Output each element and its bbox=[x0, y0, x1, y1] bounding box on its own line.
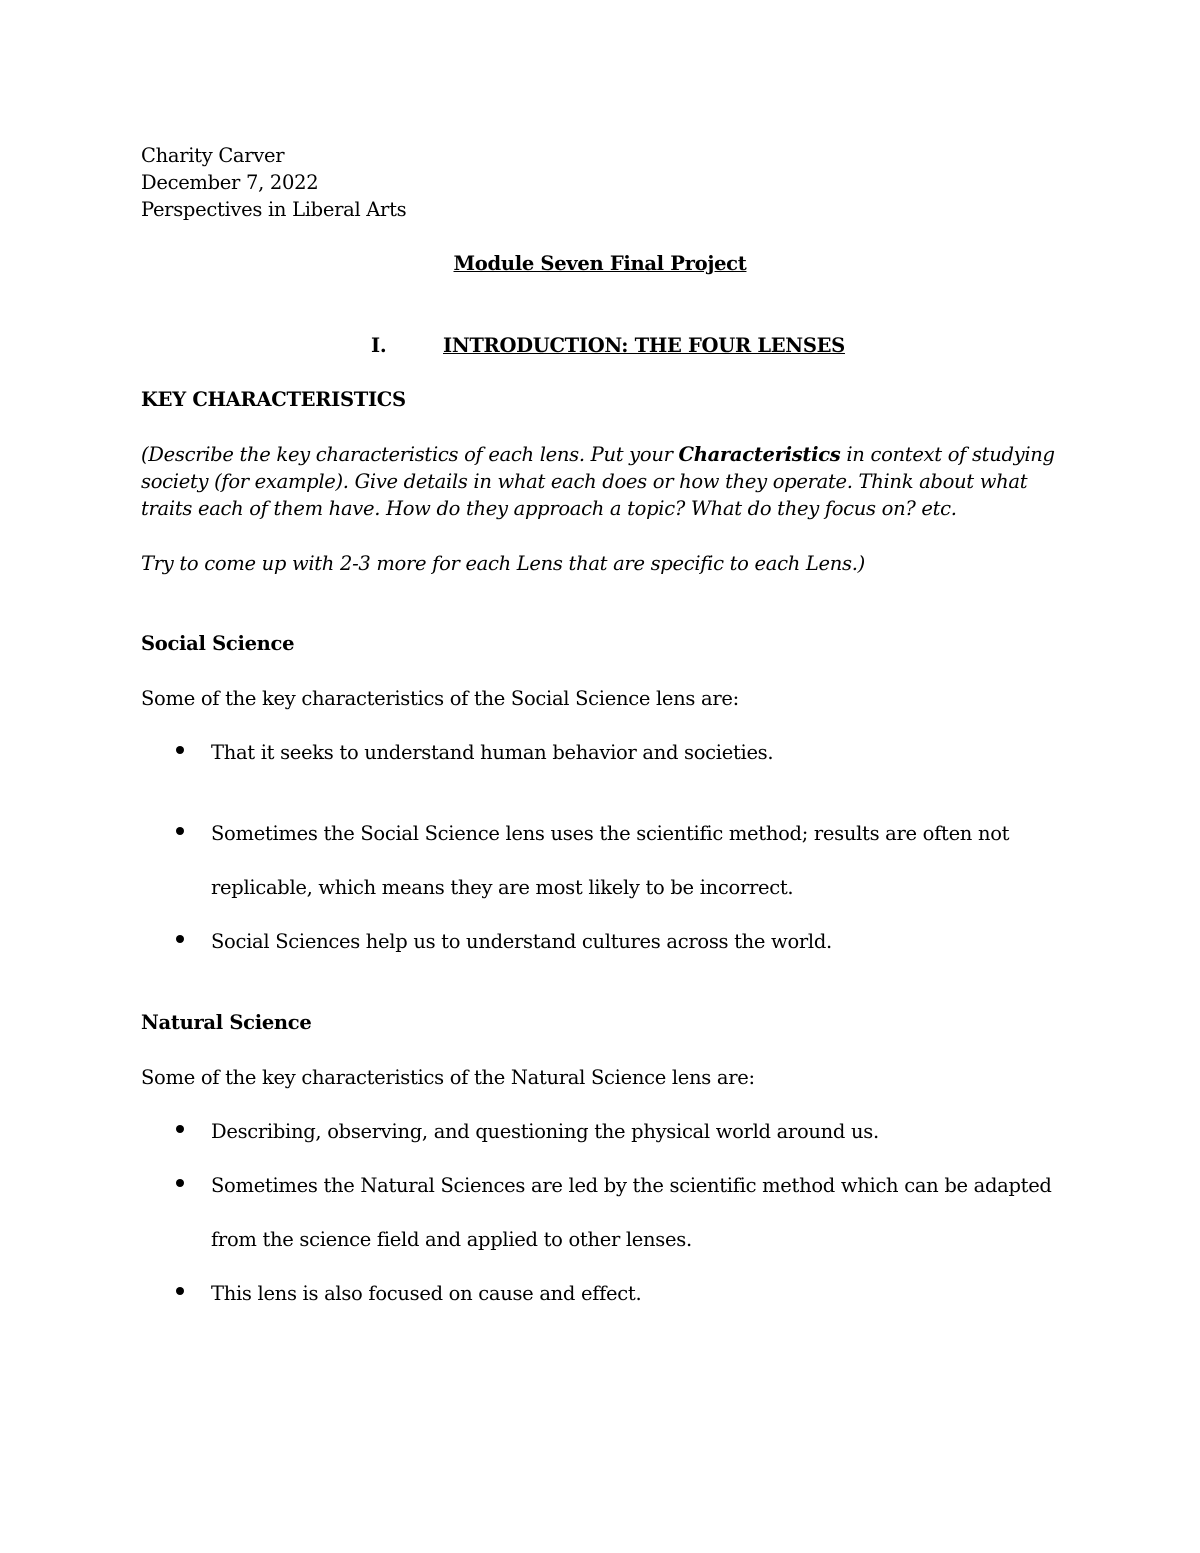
key-characteristics-heading: KEY CHARACTERISTICS bbox=[141, 388, 406, 411]
natural-science-heading: Natural Science bbox=[141, 1011, 312, 1034]
course-name: Perspectives in Liberal Arts bbox=[141, 198, 407, 221]
list-item: Describing, observing, and questioning the physical world around us. bbox=[211, 1120, 879, 1143]
bullet-icon bbox=[176, 1125, 184, 1133]
bullet-icon bbox=[176, 827, 184, 835]
instructions-emphasis: Characteristics bbox=[678, 443, 841, 466]
instructions-text: in context of studying bbox=[840, 443, 1055, 466]
list-item-continuation: replicable, which means they are most likely to be incorrect. bbox=[211, 876, 794, 899]
instructions-line-2: society (for example). Give details in what each does or how they operate. Think about what bbox=[141, 470, 1028, 493]
instructions-line-3: traits each of them have. How do they approach a topic? What do they focus on? etc. bbox=[141, 497, 957, 520]
list-item: Sometimes the Social Science lens uses the scientific method; results are often not bbox=[211, 822, 1010, 845]
list-item-continuation: from the science field and applied to other lenses. bbox=[211, 1228, 692, 1251]
list-item: That it seeks to understand human behavior and societies. bbox=[211, 741, 774, 764]
bullet-icon bbox=[176, 935, 184, 943]
instructions-text: (Describe the key characteristics of each lens. Put your bbox=[141, 443, 679, 466]
list-item: Social Sciences help us to understand cultures across the world. bbox=[211, 930, 832, 953]
author-name: Charity Carver bbox=[141, 144, 285, 167]
document-title: Module Seven Final Project bbox=[453, 252, 747, 275]
instructions-line-4: Try to come up with 2-3 more for each Lens that are specific to each Lens.) bbox=[141, 552, 865, 575]
section-title: INTRODUCTION: THE FOUR LENSES bbox=[443, 334, 845, 357]
social-science-heading: Social Science bbox=[141, 632, 295, 655]
social-science-intro: Some of the key characteristics of the Social Science lens are: bbox=[141, 687, 739, 710]
bullet-icon bbox=[176, 746, 184, 754]
section-number: I. bbox=[371, 334, 387, 357]
natural-science-intro: Some of the key characteristics of the Natural Science lens are: bbox=[141, 1066, 755, 1089]
bullet-icon bbox=[176, 1287, 184, 1295]
bullet-icon bbox=[176, 1179, 184, 1187]
list-item: Sometimes the Natural Sciences are led by the scientific method which can be adapted bbox=[211, 1174, 1052, 1197]
list-item: This lens is also focused on cause and effect. bbox=[211, 1282, 642, 1305]
document-date: December 7, 2022 bbox=[141, 171, 319, 194]
instructions-line-1 bbox=[141, 441, 1055, 468]
